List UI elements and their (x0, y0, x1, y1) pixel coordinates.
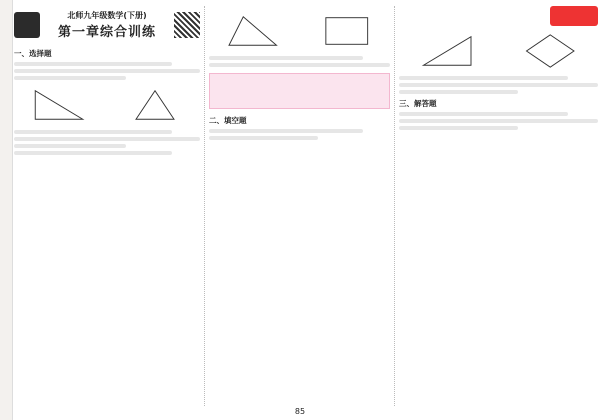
text-placeholder (399, 76, 568, 80)
column-middle (204, 6, 390, 406)
text-placeholder (14, 76, 126, 80)
triangle-figure (14, 86, 104, 124)
text-placeholder (209, 129, 363, 133)
publisher-logo-icon (14, 12, 40, 38)
column-right (394, 6, 598, 406)
kite-figure (502, 32, 599, 70)
page-header (14, 6, 200, 44)
rectangle-figure (303, 12, 391, 50)
brand-logo-icon (550, 6, 598, 26)
binding-spine (0, 0, 13, 420)
qr-code-icon (174, 12, 200, 38)
text-placeholder (209, 136, 318, 140)
text-placeholder (14, 137, 200, 141)
text-placeholder (399, 83, 598, 87)
text-placeholder (399, 112, 568, 116)
triangle-figure (209, 12, 297, 50)
figure-row (399, 32, 598, 70)
text-placeholder (14, 151, 172, 155)
page-number: 85 (294, 407, 306, 416)
book-series: 北师九年级数学(下册) (67, 11, 147, 20)
text-placeholder (14, 130, 172, 134)
page-title: 第一章综合训练 (57, 25, 156, 40)
section-choice-heading: 一、选择题 (14, 49, 52, 58)
answer-hint-box (209, 73, 390, 109)
header-titles (44, 10, 170, 40)
text-placeholder (399, 90, 518, 94)
text-placeholder (14, 144, 126, 148)
section-fill-heading: 二、填空题 (209, 116, 247, 125)
figure-row (14, 86, 200, 124)
figure-row (209, 12, 390, 50)
section-solve-heading: 三、解答题 (399, 99, 437, 108)
triangle-figure (110, 86, 200, 124)
text-placeholder (14, 69, 200, 73)
text-placeholder (399, 119, 598, 123)
text-placeholder (14, 62, 172, 66)
triangle-figure (399, 32, 496, 70)
text-placeholder (399, 126, 518, 130)
text-placeholder (209, 56, 363, 60)
column-left (14, 6, 200, 406)
text-placeholder (209, 63, 390, 67)
